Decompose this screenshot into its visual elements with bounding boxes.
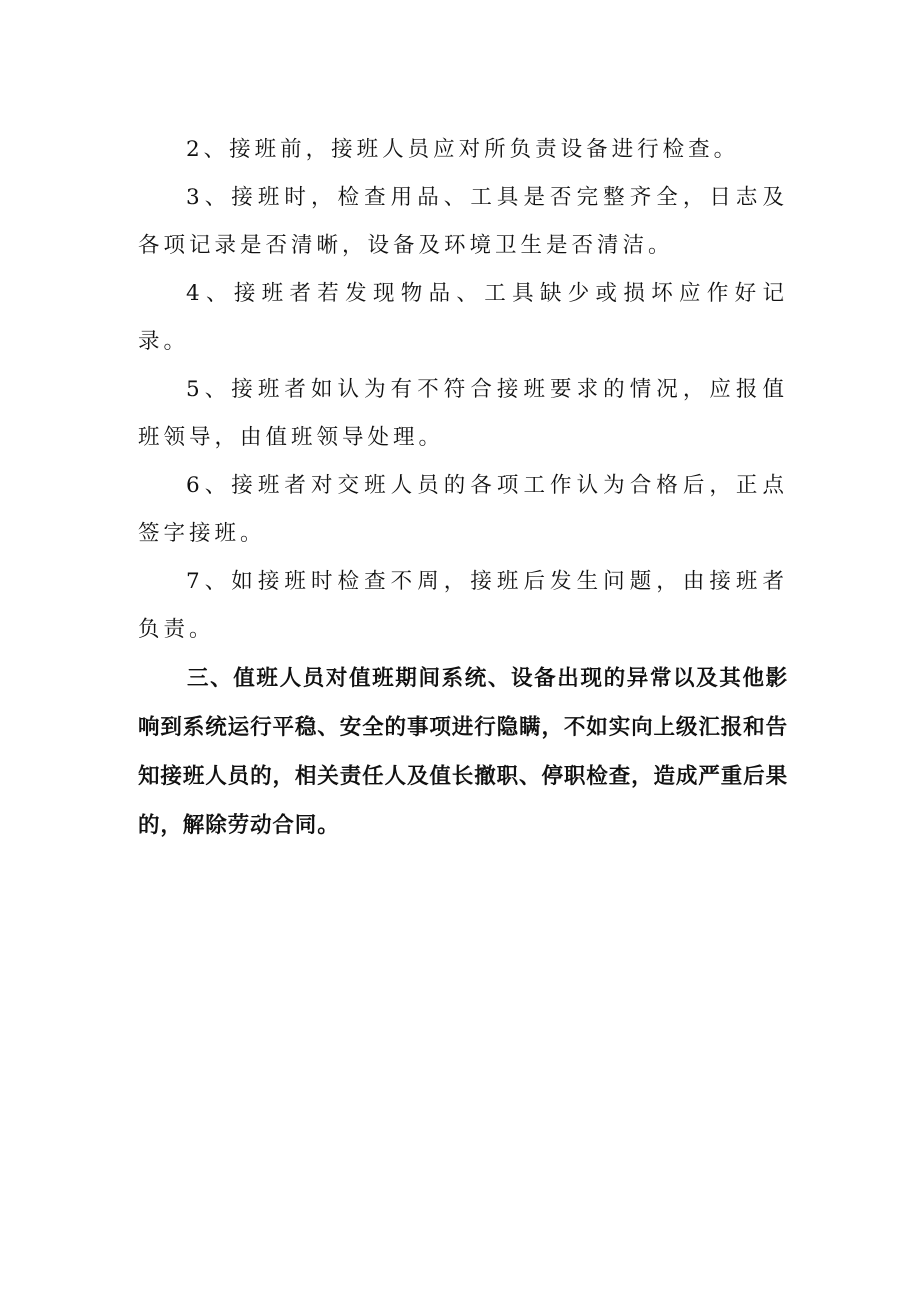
paragraph-item-6: 6、接班者对交班人员的各项工作认为合格后，正点签字接班。	[138, 473, 788, 546]
paragraph-item-5: 5、接班者如认为有不符合接班要求的情况，应报值班领导，由值班领导处理。	[138, 377, 788, 450]
paragraph-item-4: 4、接班者若发现物品、工具缺少或损坏应作好记录。	[138, 281, 788, 354]
document-body	[138, 126, 788, 850]
paragraph-item-2: 2、接班前，接班人员应对所负责设备进行检查。	[186, 137, 740, 162]
paragraph-item-3: 3、接班时，检查用品、工具是否完整齐全，日志及各项记录是否清晰，设备及环境卫生是否清洁。	[138, 185, 788, 258]
paragraph-section-3: 三、值班人员对值班期间系统、设备出现的异常以及其他影响到系统运行平稳、安全的事项进行隐瞒，不如实向上级汇报和告知接班人员的，相关责任人及值长撤职、停职检查，造成严重后果的，解除劳动合同。	[138, 666, 788, 838]
paragraph-item-7: 7、如接班时检查不周，接班后发生问题，由接班者负责。	[138, 569, 788, 642]
